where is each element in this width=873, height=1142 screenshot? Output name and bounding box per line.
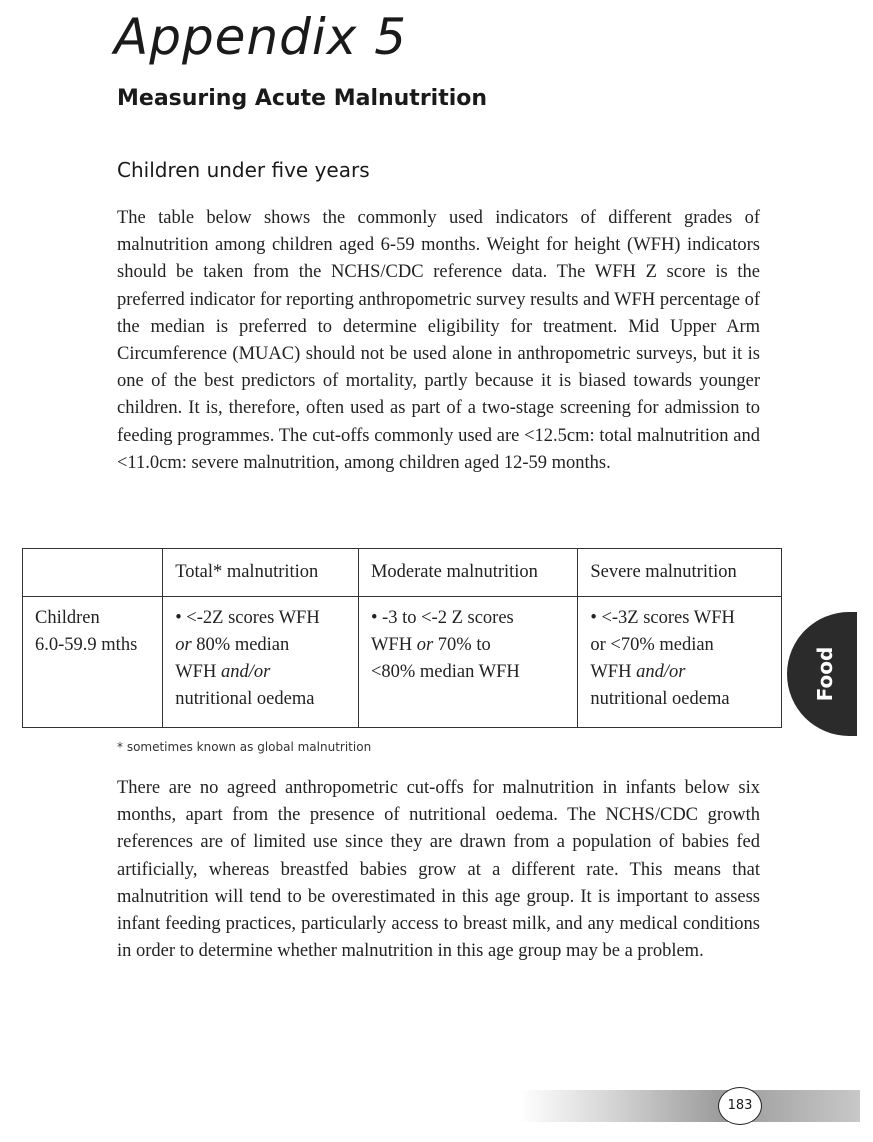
- table-header-row: [23, 549, 782, 597]
- row-label-line2: 6.0-59.9 mths: [35, 635, 138, 655]
- table-header-total: Total* malnutrition: [163, 549, 359, 597]
- infants-paragraph: There are no agreed anthropometric cut-offs for malnutrition in infants below six months, apart from the presence of nutritional oedema. The NCHS/CDC growth references are of limited use since they are drawn from a population of babies fed artificially, whereas breastfed babies grow at a different rate. This means that malnutrition will tend to be overestimated in this age group. It is important to assess infant feeding practices, particularly access to breast milk, and any medical conditions in order to determine whether malnutrition in this age group may be a problem.: [117, 778, 760, 962]
- total-or: or: [175, 635, 192, 655]
- severe-oedema: nutritional oedema: [590, 689, 730, 709]
- page-number: 183: [718, 1087, 762, 1125]
- footer-decoration: [520, 1090, 860, 1122]
- moderate-cell: [358, 597, 577, 728]
- table-row: [23, 597, 782, 728]
- table-footnote: * sometimes known as global malnutrition: [117, 740, 372, 754]
- table-header-empty: [23, 549, 163, 597]
- row-label-line1: Children: [35, 608, 100, 628]
- moderate-pct: 70% to: [433, 635, 491, 655]
- severe-bullet: • <-3Z scores WFH: [590, 608, 735, 628]
- row-label-cell: [23, 597, 163, 728]
- total-oedema: nutritional oedema: [175, 689, 315, 709]
- severe-pct: or <70% median: [590, 635, 714, 655]
- malnutrition-grades-table: [22, 548, 782, 728]
- sub-heading: Children under five years: [117, 158, 370, 182]
- moderate-rest: <80% median WFH: [370, 662, 520, 682]
- severe-andor: and/or: [636, 662, 686, 682]
- moderate-bullet: • -3 to <-2 Z scores: [370, 608, 514, 628]
- side-tab-label: Food: [813, 646, 837, 702]
- section-heading: Measuring Acute Malnutrition: [117, 86, 488, 111]
- table-header-moderate: Moderate malnutrition: [358, 549, 577, 597]
- total-pct: 80% median: [191, 635, 290, 655]
- total-bullet: • <-2Z scores WFH: [175, 608, 320, 628]
- total-wfh: WFH: [175, 662, 221, 682]
- appendix-title: Appendix 5: [114, 8, 408, 66]
- intro-paragraph: The table below shows the commonly used indicators of different grades of malnutrition among children aged 6-59 months. Weight for height (WFH) indicators should be taken from the NCHS/CDC reference data. The WFH Z score is the preferred indicator for reporting anthropometric survey results and WFH percentage of the median is preferred to determine eligibility for treatment. Mid Upper Arm Circumference (MUAC) should not be used alone in anthropometric surveys, but it is one of the best predictors of mortality, partly because it is biased towards younger children. It is, therefore, often used as part of a two-stage screening for admission to feeding programmes. The cut-offs commonly used are <12.5cm: total malnutrition and <11.0cm: severe malnutrition, among children aged 12-59 months.: [117, 208, 760, 473]
- moderate-or: or: [416, 635, 434, 655]
- table-header-severe: Severe malnutrition: [578, 549, 782, 597]
- moderate-wfh: WFH: [370, 635, 417, 655]
- total-cell: [163, 597, 359, 728]
- severe-wfh: WFH: [590, 662, 637, 682]
- total-andor: and/or: [220, 662, 271, 682]
- severe-cell: [578, 597, 782, 728]
